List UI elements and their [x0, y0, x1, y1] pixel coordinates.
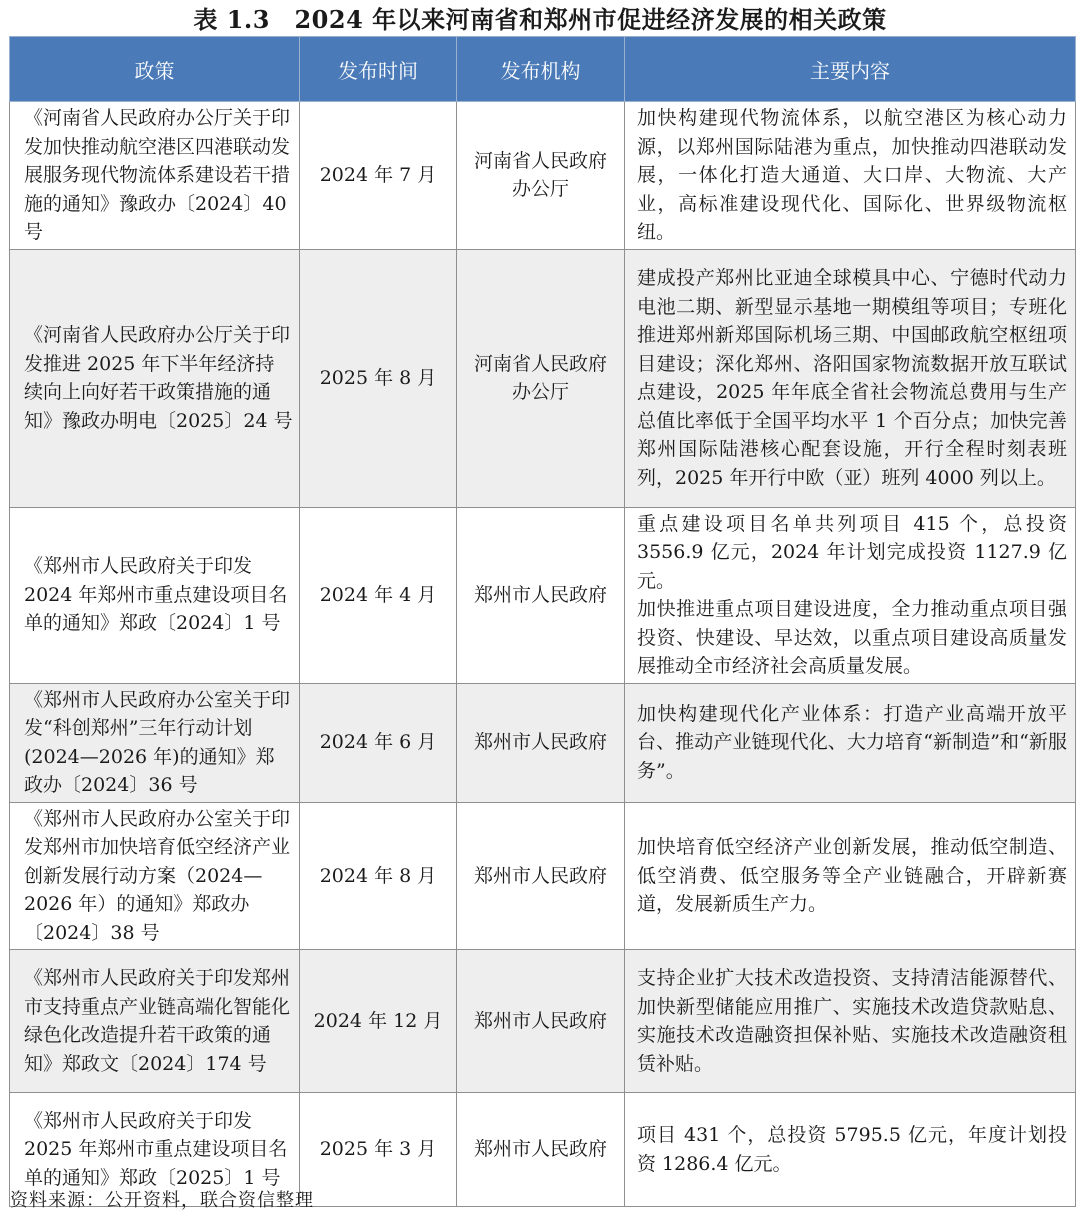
- content-cell: [625, 102, 1076, 250]
- policy-table: [9, 36, 1076, 1207]
- content-cell: [625, 950, 1076, 1093]
- org-cell: 河南省人民政府办公厅: [457, 102, 625, 250]
- date-cell: 2024 年 6 月: [300, 683, 457, 802]
- policy-cell: 《河南省人民政府办公厅关于印发推进 2025 年下半年经济持续向上向好若干政策措施的通知》豫政办明电〔2025〕24 号: [10, 249, 300, 507]
- table-row: [10, 249, 1076, 507]
- date-cell: 2024 年 7 月: [300, 102, 457, 250]
- policy-cell: 《郑州市人民政府关于印发 2025 年郑州市重点建设项目名单的通知》郑政〔2025〕1 号: [10, 1093, 300, 1207]
- table-row: [10, 802, 1076, 950]
- org-cell: 郑州市人民政府: [457, 1093, 625, 1207]
- header-row: [10, 37, 1076, 102]
- content-cell: [625, 683, 1076, 802]
- org-cell: 郑州市人民政府: [457, 802, 625, 950]
- date-cell: 2025 年 8 月: [300, 249, 457, 507]
- date-cell: 2025 年 3 月: [300, 1093, 457, 1207]
- header-date: 发布时间: [300, 37, 457, 102]
- org-cell: 河南省人民政府办公厅: [457, 249, 625, 507]
- policy-cell: 《郑州市人民政府办公室关于印发“科创郑州”三年行动计划(2024—2026 年)的通知》郑政办〔2024〕36 号: [10, 683, 300, 802]
- content-paragraph: 项目 431 个，总投资 5795.5 亿元，年度计划投资 1286.4 亿元。: [637, 1124, 1067, 1175]
- date-cell: 2024 年 8 月: [300, 802, 457, 950]
- date-cell: 2024 年 12 月: [300, 950, 457, 1093]
- policy-cell: 《河南省人民政府办公厅关于印发加快推动航空港区四港联动发展服务现代物流体系建设若干措施的通知》豫政办〔2024〕40 号: [10, 102, 300, 250]
- org-cell: 郑州市人民政府: [457, 950, 625, 1093]
- header-policy: 政策: [10, 37, 300, 102]
- org-cell: 郑州市人民政府: [457, 507, 625, 683]
- content-cell: [625, 249, 1076, 507]
- table-title: 表 1.3 2024 年以来河南省和郑州市促进经济发展的相关政策: [193, 5, 887, 34]
- table-row: [10, 507, 1076, 683]
- header-org: 发布机构: [457, 37, 625, 102]
- table-row: [10, 683, 1076, 802]
- source-note: 资料来源：公开资料，联合资信整理: [10, 1190, 314, 1211]
- table-row: [10, 102, 1076, 250]
- table-row: [10, 950, 1076, 1093]
- content-cell: [625, 507, 1076, 683]
- content-paragraph: 加快培育低空经济产业创新发展，推动低空制造、低空消费、低空服务等全产业链融合，开辟新赛道，发展新质生产力。: [637, 836, 1067, 915]
- header-content: 主要内容: [625, 37, 1076, 102]
- policy-cell: 《郑州市人民政府关于印发郑州市支持重点产业链高端化智能化绿色化改造提升若干政策的通知》郑政文〔2024〕174 号: [10, 950, 300, 1093]
- content-cell: [625, 802, 1076, 950]
- content-paragraph: 加快推进重点项目建设进度，全力推动重点项目强投资、快建设、早达效，以重点项目建设高质量发展推动全市经济社会高质量发展。: [637, 598, 1067, 677]
- policy-cell: 《郑州市人民政府关于印发 2024 年郑州市重点建设项目名单的通知》郑政〔2024〕1 号: [10, 507, 300, 683]
- content-paragraph: 加快构建现代化产业体系：打造产业高端开放平台、推动产业链现代化、大力培育“新制造”和“新服务”。: [637, 702, 1067, 782]
- content-paragraph: 建成投产郑州比亚迪全球模具中心、宁德时代动力电池二期、新型显示基地一期模组等项目；专班化推进郑州新郑国际机场三期、中国邮政航空枢纽项目建设；深化郑州、洛阳国家物流数据开放互联试点建设，2025 年年底全省社会物流总费用与生产总值比率低于全国平均水平 1 个百分点；加快完善郑州国际陆港核心配套设施，开行全程时刻表班列，2025 年开行中欧（亚）班列 4000 列以上。: [637, 267, 1067, 489]
- content-paragraph: 支持企业扩大技术改造投资、支持清洁能源替代、加快新型储能应用推广、实施技术改造贷款贴息、实施技术改造融资担保补贴、实施技术改造融资租赁补贴。: [637, 967, 1067, 1075]
- content-paragraph: 加快构建现代物流体系，以航空港区为核心动力源，以郑州国际陆港为重点，加快推动四港联动发展，一体化打造大通道、大口岸、大物流、大产业，高标准建设现代化、国际化、世界级物流枢纽。: [637, 107, 1067, 243]
- content-cell: [625, 1093, 1076, 1207]
- date-cell: 2024 年 4 月: [300, 507, 457, 683]
- content-paragraph: 重点建设项目名单共列项目 415 个，总投资 3556.9 亿元，2024 年计划完成投资 1127.9 亿元。: [637, 512, 1067, 592]
- org-cell: 郑州市人民政府: [457, 683, 625, 802]
- policy-cell: 《郑州市人民政府办公室关于印发郑州市加快培育低空经济产业创新发展行动方案（2024—2026 年）的通知》郑政办〔2024〕38 号: [10, 802, 300, 950]
